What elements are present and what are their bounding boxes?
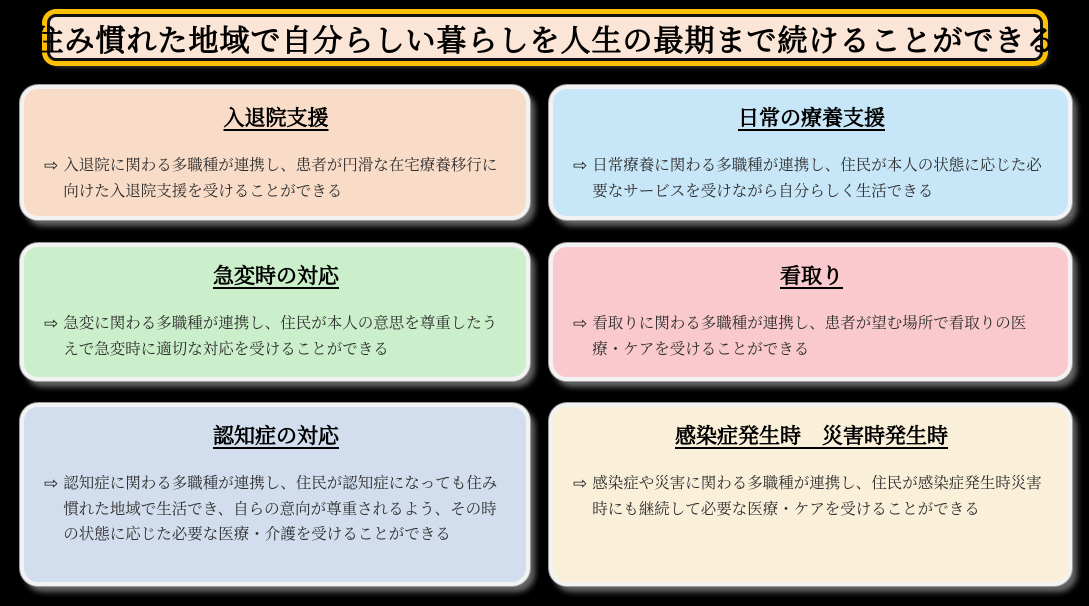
card-daily-medical-care-support bbox=[549, 85, 1072, 220]
right-arrow-icon: ⇨ bbox=[573, 156, 588, 175]
card-title: 看取り bbox=[780, 265, 843, 288]
card-title: 認知症の対応 bbox=[213, 425, 339, 448]
card-title: 急変時の対応 bbox=[213, 265, 339, 288]
card-body-text: 日常療養に関わる多職種が連携し、住民が本人の状態に応じた必要なサービスを受けながら自分らしく生活できる bbox=[592, 157, 1042, 200]
right-arrow-icon: ⇨ bbox=[44, 314, 59, 333]
card-sudden-change-response bbox=[20, 243, 530, 381]
card-body-text: 認知症に関わる多職種が連携し、住民が認知症になっても住み慣れた地域で生活でき、自らの意向が尊重されるよう、その時の状態に応じた必要な医療・介護を受けることができる bbox=[63, 475, 498, 544]
card-body bbox=[44, 311, 508, 362]
card-title: 入退院支援 bbox=[223, 107, 329, 130]
card-body bbox=[573, 471, 1050, 522]
right-arrow-icon: ⇨ bbox=[573, 474, 588, 493]
card-body bbox=[44, 153, 508, 204]
card-end-of-life-care bbox=[549, 243, 1072, 381]
right-arrow-icon: ⇨ bbox=[44, 474, 59, 493]
card-dementia-response bbox=[20, 403, 530, 586]
card-body-text: 看取りに関わる多職種が連携し、患者が望む場所で看取りの医療・ケアを受けることができる bbox=[592, 315, 1027, 358]
title-banner bbox=[33, 14, 1057, 61]
right-arrow-icon: ⇨ bbox=[573, 314, 588, 333]
card-title: 感染症発生時 災害時発生時 bbox=[675, 425, 948, 448]
card-infection-disaster-response bbox=[549, 403, 1072, 586]
card-body bbox=[573, 311, 1050, 362]
card-body-text: 感染症や災害に関わる多職種が連携し、住民が感染症発生時災害時にも継続して必要な医療・ケアを受けることができる bbox=[592, 475, 1042, 518]
card-title: 日常の療養支援 bbox=[738, 107, 885, 130]
card-body bbox=[573, 153, 1050, 204]
right-arrow-icon: ⇨ bbox=[44, 156, 59, 175]
card-body-text: 入退院に関わる多職種が連携し、患者が円滑な在宅療養移行に向けた入退院支援を受けることができる bbox=[63, 157, 498, 200]
card-body-text: 急変に関わる多職種が連携し、住民が本人の意思を尊重したうえで急変時に適切な対応を受けることができる bbox=[63, 315, 498, 358]
page-title: 住み慣れた地域で自分らしい暮らしを人生の最期まで続けることができる bbox=[33, 24, 1057, 58]
card-body bbox=[44, 471, 508, 548]
card-hospital-admission-discharge-support bbox=[20, 85, 530, 220]
